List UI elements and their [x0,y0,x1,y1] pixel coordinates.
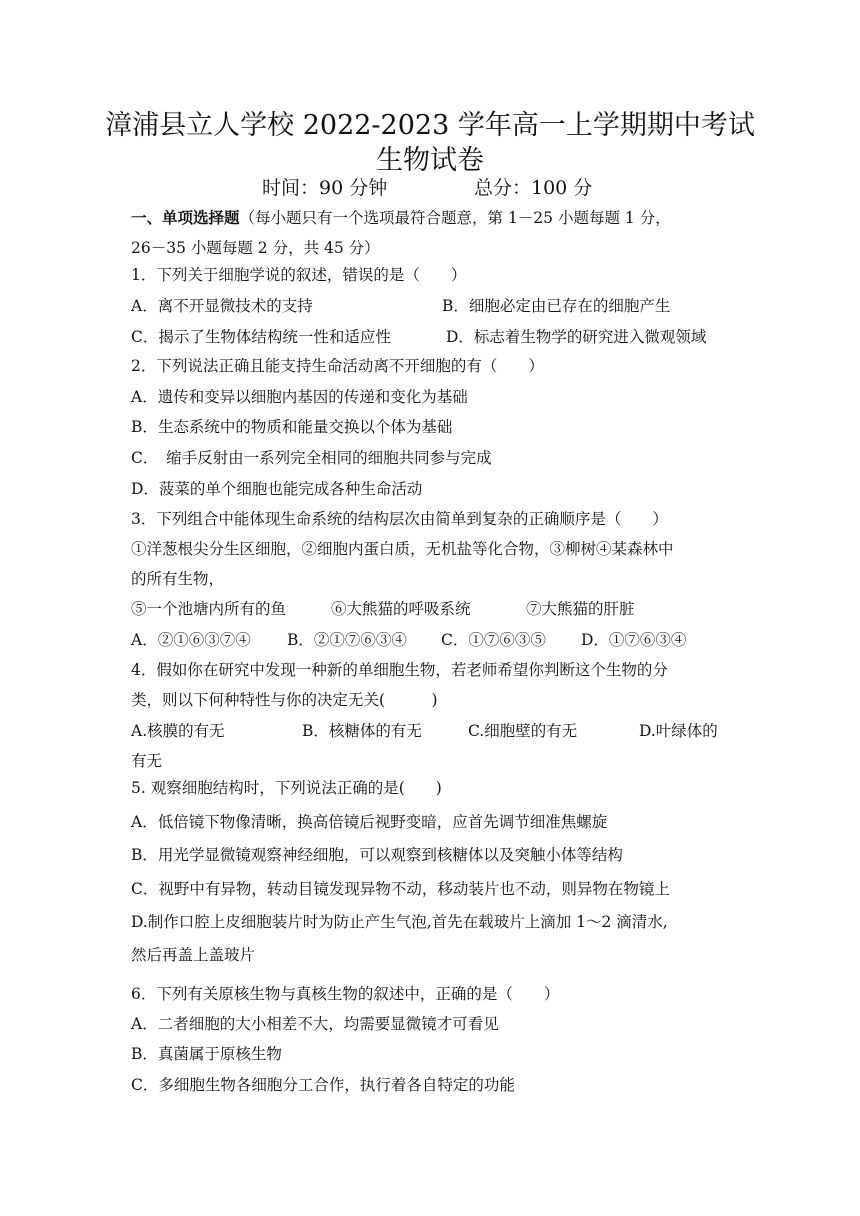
question-3-item-6: ⑥大熊猫的呼吸系统 [331,600,471,618]
question-2-option-a: A．遗传和变异以细胞内基因的传递和变化为基础 [131,388,468,406]
question-3-option-a: A．②①⑥③⑦④ [131,631,251,649]
question-1-option-c: C．揭示了生物体结构统一性和适应性 [131,328,391,346]
question-4-option-b: B．核糖体的有无 [302,722,422,740]
exam-meta [0,173,860,203]
exam-title: 漳浦县立人学校 2022-2023 学年高一上学期期中考试 [105,110,755,141]
section-heading-line [131,209,671,228]
question-6-option-a: A．二者细胞的大小相差不大，均需要显微镜才可看见 [131,1015,499,1033]
question-3-option-b: B．②①⑦⑥③④ [287,631,407,649]
question-3-item-5: ⑤一个池塘内所有的鱼 [131,600,287,618]
section-heading: 一、单项选择题 [131,208,240,227]
section-note: （每小题只有一个选项最符合题意，第 1－25 小题每题 1 分， [239,209,671,227]
question-4-option-a: A.核膜的有无 [131,722,225,740]
question-3-item-7: ⑦大熊猫的肝脏 [526,600,635,618]
exam-subject: 生物试卷 [376,145,484,176]
question-5-stem: 5. 观察细胞结构时，下列说法正确的是( ) [131,779,442,797]
question-2-stem: 2．下列说法正确且能支持生命活动离不开细胞的有（ ） [131,357,544,375]
question-6-option-b: B．真菌属于原核生物 [131,1045,282,1063]
question-5-option-b: B．用光学显微镜观察神经细胞，可以观察到核糖体以及突触小体等结构 [131,846,623,864]
question-4-option-c: C.细胞壁的有无 [468,722,578,740]
question-5-option-d-cont: 然后再盖上盖玻片 [131,946,256,964]
question-5-option-d: D.制作口腔上皮细胞装片时为防止产生气泡,首先在载玻片上滴加 1～2 滴清水, [131,913,668,931]
question-3-option-d: D．①⑦⑥③④ [581,631,687,649]
question-5-option-a: A．低倍镜下物像清晰，换高倍镜后视野变暗，应首先调节细准焦螺旋 [131,813,608,831]
question-5-option-c: C．视野中有异物，转动目镜发现异物不动，移动装片也不动，则异物在物镜上 [131,880,670,898]
question-4-option-d: D.叶绿体的 [639,722,718,740]
question-2-option-b: B．生态系统中的物质和能量交换以个体为基础 [131,418,453,436]
question-2-option-c: C． 缩手反射由一系列完全相同的细胞共同参与完成 [131,449,492,467]
exam-total-score: 总分：100 分 [474,177,593,199]
question-4-stem: 4．假如你在研究中发现一种新的单细胞生物，若老师希望你判断这个生物的分 [131,661,668,679]
question-3-option-c: C．①⑦⑥③⑤ [441,631,546,649]
exam-time: 时间：90 分钟 [262,177,388,199]
question-3-stem: 3．下列组合中能体现生命系统的结构层次由简单到复杂的正确顺序是（ ） [131,510,668,528]
question-2-option-d: D．菠菜的单个细胞也能完成各种生命活动 [131,480,423,498]
section-note-cont: 26－35 小题每题 2 分，共 45 分） [131,239,380,257]
question-1-option-a: A．离不开显微技术的支持 [131,297,313,315]
question-6-stem: 6．下列有关原核生物与真核生物的叙述中，正确的是（ ） [131,985,560,1003]
question-3-items-line: ①洋葱根尖分生区细胞，②细胞内蛋白质，无机盐等化合物，③柳树④某森林中 [131,540,674,558]
question-6-option-c: C．多细胞生物各细胞分工合作，执行着各自特定的功能 [131,1076,515,1094]
question-4-stem-cont: 类，则以下何种特性与你的决定无关( ) [131,691,438,709]
question-4-option-d-cont: 有无 [131,752,163,770]
question-3-items-cont: 的所有生物， [131,570,225,588]
question-1-option-d: D．标志着生物学的研究进入微观领域 [446,328,707,346]
question-1-option-b: B．细胞必定由已存在的细胞产生 [442,297,671,315]
question-1-stem: 1．下列关于细胞学说的叙述，错误的是（ ） [131,266,467,284]
